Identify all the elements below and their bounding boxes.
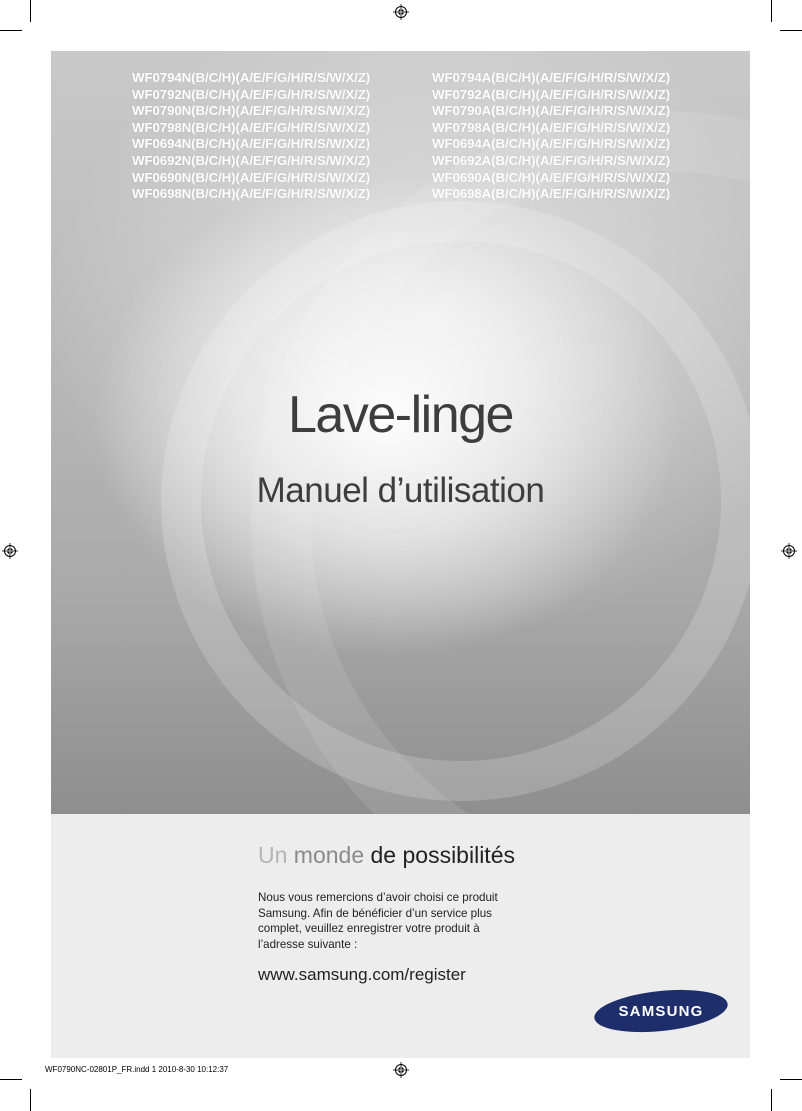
document-title: Lave-linge <box>288 386 513 444</box>
model-row <box>132 186 732 203</box>
model-code: WF0692A(B/C/H)(A/E/F/G/H/R/S/W/X/Z) <box>432 152 671 168</box>
model-row <box>132 70 732 87</box>
slug-filename: WF0790NC-02801P_FR.indd 1 <box>45 1065 157 1074</box>
document-subtitle: Manuel d’utilisation <box>256 471 545 510</box>
tagline-rest: de possibilités <box>370 842 515 868</box>
crop-mark <box>30 0 31 22</box>
print-slug <box>45 1065 228 1074</box>
model-code: WF0792N(B/C/H)(A/E/F/G/H/R/S/W/X/Z) <box>132 86 371 102</box>
slug-timestamp: 2010-8-30 10:12:37 <box>158 1065 229 1074</box>
model-row <box>132 120 732 137</box>
cover-image <box>51 51 750 814</box>
crop-mark <box>0 30 22 31</box>
model-code: WF0690N(B/C/H)(A/E/F/G/H/R/S/W/X/Z) <box>132 169 371 185</box>
registration-target-icon <box>393 4 409 20</box>
tagline <box>258 842 515 869</box>
crop-mark <box>30 1089 31 1111</box>
model-row <box>132 153 732 170</box>
model-code: WF0694A(B/C/H)(A/E/F/G/H/R/S/W/X/Z) <box>432 136 671 152</box>
model-row <box>132 170 732 187</box>
registration-target-icon <box>781 543 797 559</box>
registration-target-icon <box>393 1062 409 1078</box>
registration-panel <box>51 814 750 1058</box>
model-code: WF0794A(B/C/H)(A/E/F/G/H/R/S/W/X/Z) <box>432 70 671 85</box>
registration-url[interactable]: www.samsung.com/register <box>258 965 466 984</box>
model-code: WF0698N(B/C/H)(A/E/F/G/H/R/S/W/X/Z) <box>132 186 371 202</box>
thank-you-line: complet, veuillez enregistrer votre produit à <box>258 922 480 936</box>
samsung-logo-icon <box>593 989 729 1033</box>
model-code: WF0692N(B/C/H)(A/E/F/G/H/R/S/W/X/Z) <box>132 152 371 168</box>
cover-swirl <box>251 111 750 814</box>
model-code: WF0798A(B/C/H)(A/E/F/G/H/R/S/W/X/Z) <box>432 119 671 135</box>
tagline-word: monde <box>293 842 365 868</box>
model-row <box>132 103 732 120</box>
model-list <box>132 70 732 203</box>
logo-text: SAMSUNG <box>618 1003 704 1020</box>
model-code: WF0792A(B/C/H)(A/E/F/G/H/R/S/W/X/Z) <box>432 86 671 102</box>
thank-you-line: l’adresse suivante : <box>258 937 358 951</box>
model-code: WF0794N(B/C/H)(A/E/F/G/H/R/S/W/X/Z) <box>132 70 371 85</box>
model-code: WF0690A(B/C/H)(A/E/F/G/H/R/S/W/X/Z) <box>432 169 671 185</box>
thank-you-line: Samsung. Afin de bénéficier d’un service plus <box>258 906 492 920</box>
crop-mark <box>780 30 802 31</box>
tagline-word: Un <box>258 842 288 868</box>
crop-mark <box>771 1089 772 1111</box>
model-row <box>132 136 732 153</box>
thank-you-text <box>258 890 548 952</box>
thank-you-line: Nous vous remercions d’avoir choisi ce produit <box>258 891 498 904</box>
model-row <box>132 87 732 104</box>
model-code: WF0798N(B/C/H)(A/E/F/G/H/R/S/W/X/Z) <box>132 119 371 135</box>
crop-mark <box>0 1079 22 1080</box>
model-code: WF0790A(B/C/H)(A/E/F/G/H/R/S/W/X/Z) <box>432 103 671 119</box>
model-code: WF0698A(B/C/H)(A/E/F/G/H/R/S/W/X/Z) <box>432 186 671 202</box>
crop-mark <box>780 1079 802 1080</box>
registration-target-icon <box>2 543 18 559</box>
crop-mark <box>771 0 772 22</box>
model-code: WF0694N(B/C/H)(A/E/F/G/H/R/S/W/X/Z) <box>132 136 371 152</box>
model-code: WF0790N(B/C/H)(A/E/F/G/H/R/S/W/X/Z) <box>132 103 371 119</box>
